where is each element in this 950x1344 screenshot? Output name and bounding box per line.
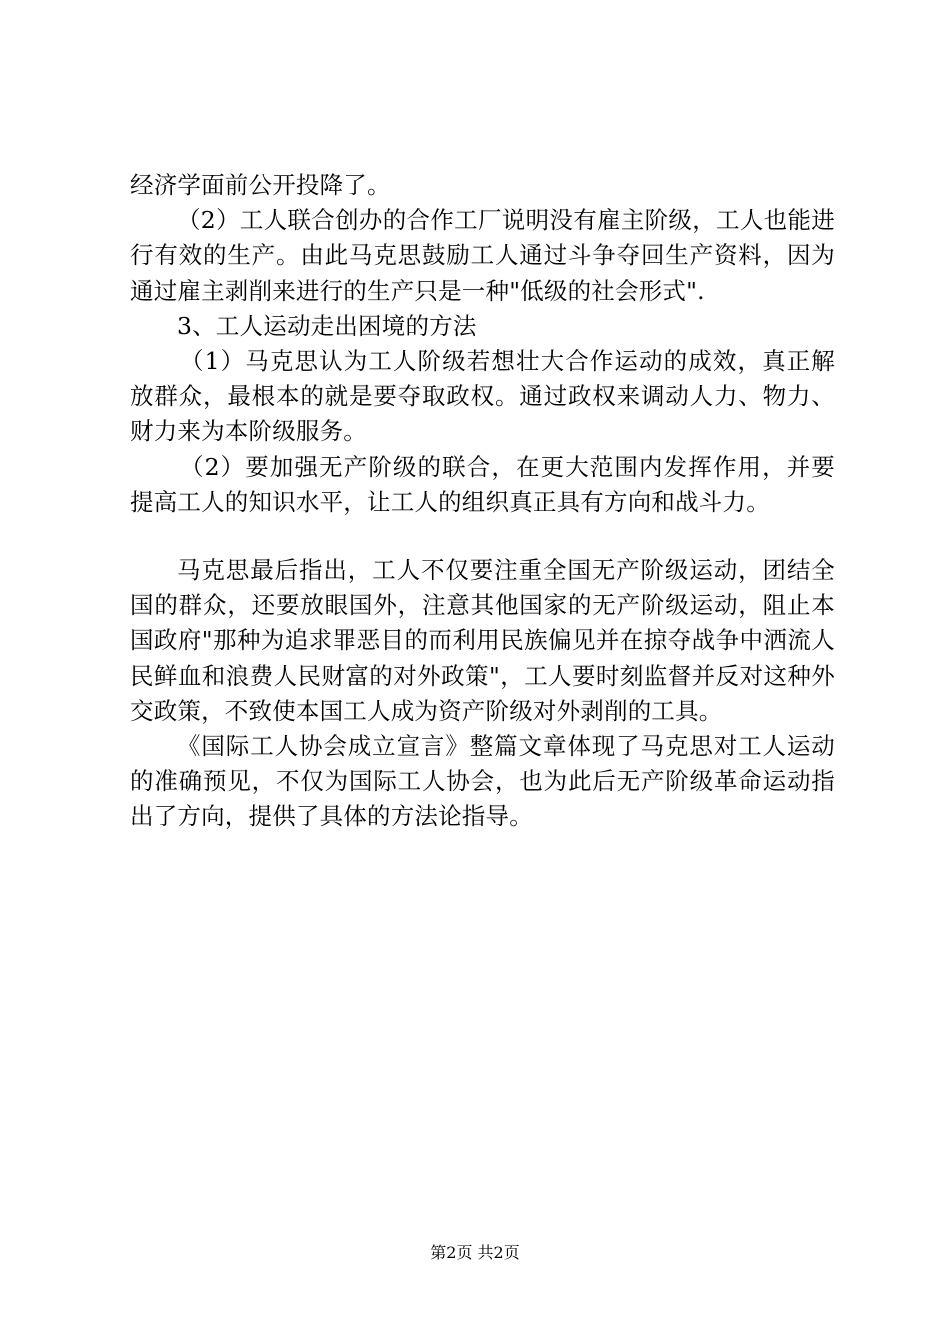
- page-number-footer: 第2页 共2页: [430, 1243, 520, 1262]
- paragraph-conclusion: 《国际工人协会成立宣言》整篇文章体现了马克思对工人运动的准确预见，不仅为国际工人协会，也为此后无产阶级革命运动指出了方向，提供了具体的方法论指导。: [130, 732, 835, 831]
- paragraph-strengthen-union: （2）要加强无产阶级的联合，在更大范围内发挥作用，并要提高工人的知识水平，让工人的组织真正具有方向和战斗力。: [130, 452, 835, 516]
- paragraph-cooperative-factory: （2）工人联合创办的合作工厂说明没有雇主阶级，工人也能进行有效的生产。由此马克思鼓励工人通过斗争夺回生产资料，因为通过雇主剥削来进行的生产只是一种"低级的社会形式".: [130, 206, 835, 305]
- paragraph-foreign-policy: 马克思最后指出，工人不仅要注重全国无产阶级运动，团结全国的群众，还要放眼国外，注意其他国家的无产阶级运动，阻止本国政府"那种为追求罪恶目的而利用民族偏见并在掠夺战争中洒流人民鲜血和浪费人民财富的对外政策"，工人要时刻监督并反对这种外交政策，不致使本国工人成为资产阶级对外剥削的工具。: [130, 556, 835, 725]
- paragraph-continuation: 经济学面前公开投降了。: [130, 171, 391, 199]
- paragraph-seize-power: （1）马克思认为工人阶级若想壮大合作运动的成效，真正解放群众，最根本的就是要夺取政权。通过政权来调动人力、物力、财力来为本阶级服务。: [130, 347, 835, 446]
- paragraph-spacer: [130, 520, 835, 553]
- section-heading-methods: 3、工人运动走出困境的方法: [177, 311, 477, 340]
- document-body: [130, 168, 835, 835]
